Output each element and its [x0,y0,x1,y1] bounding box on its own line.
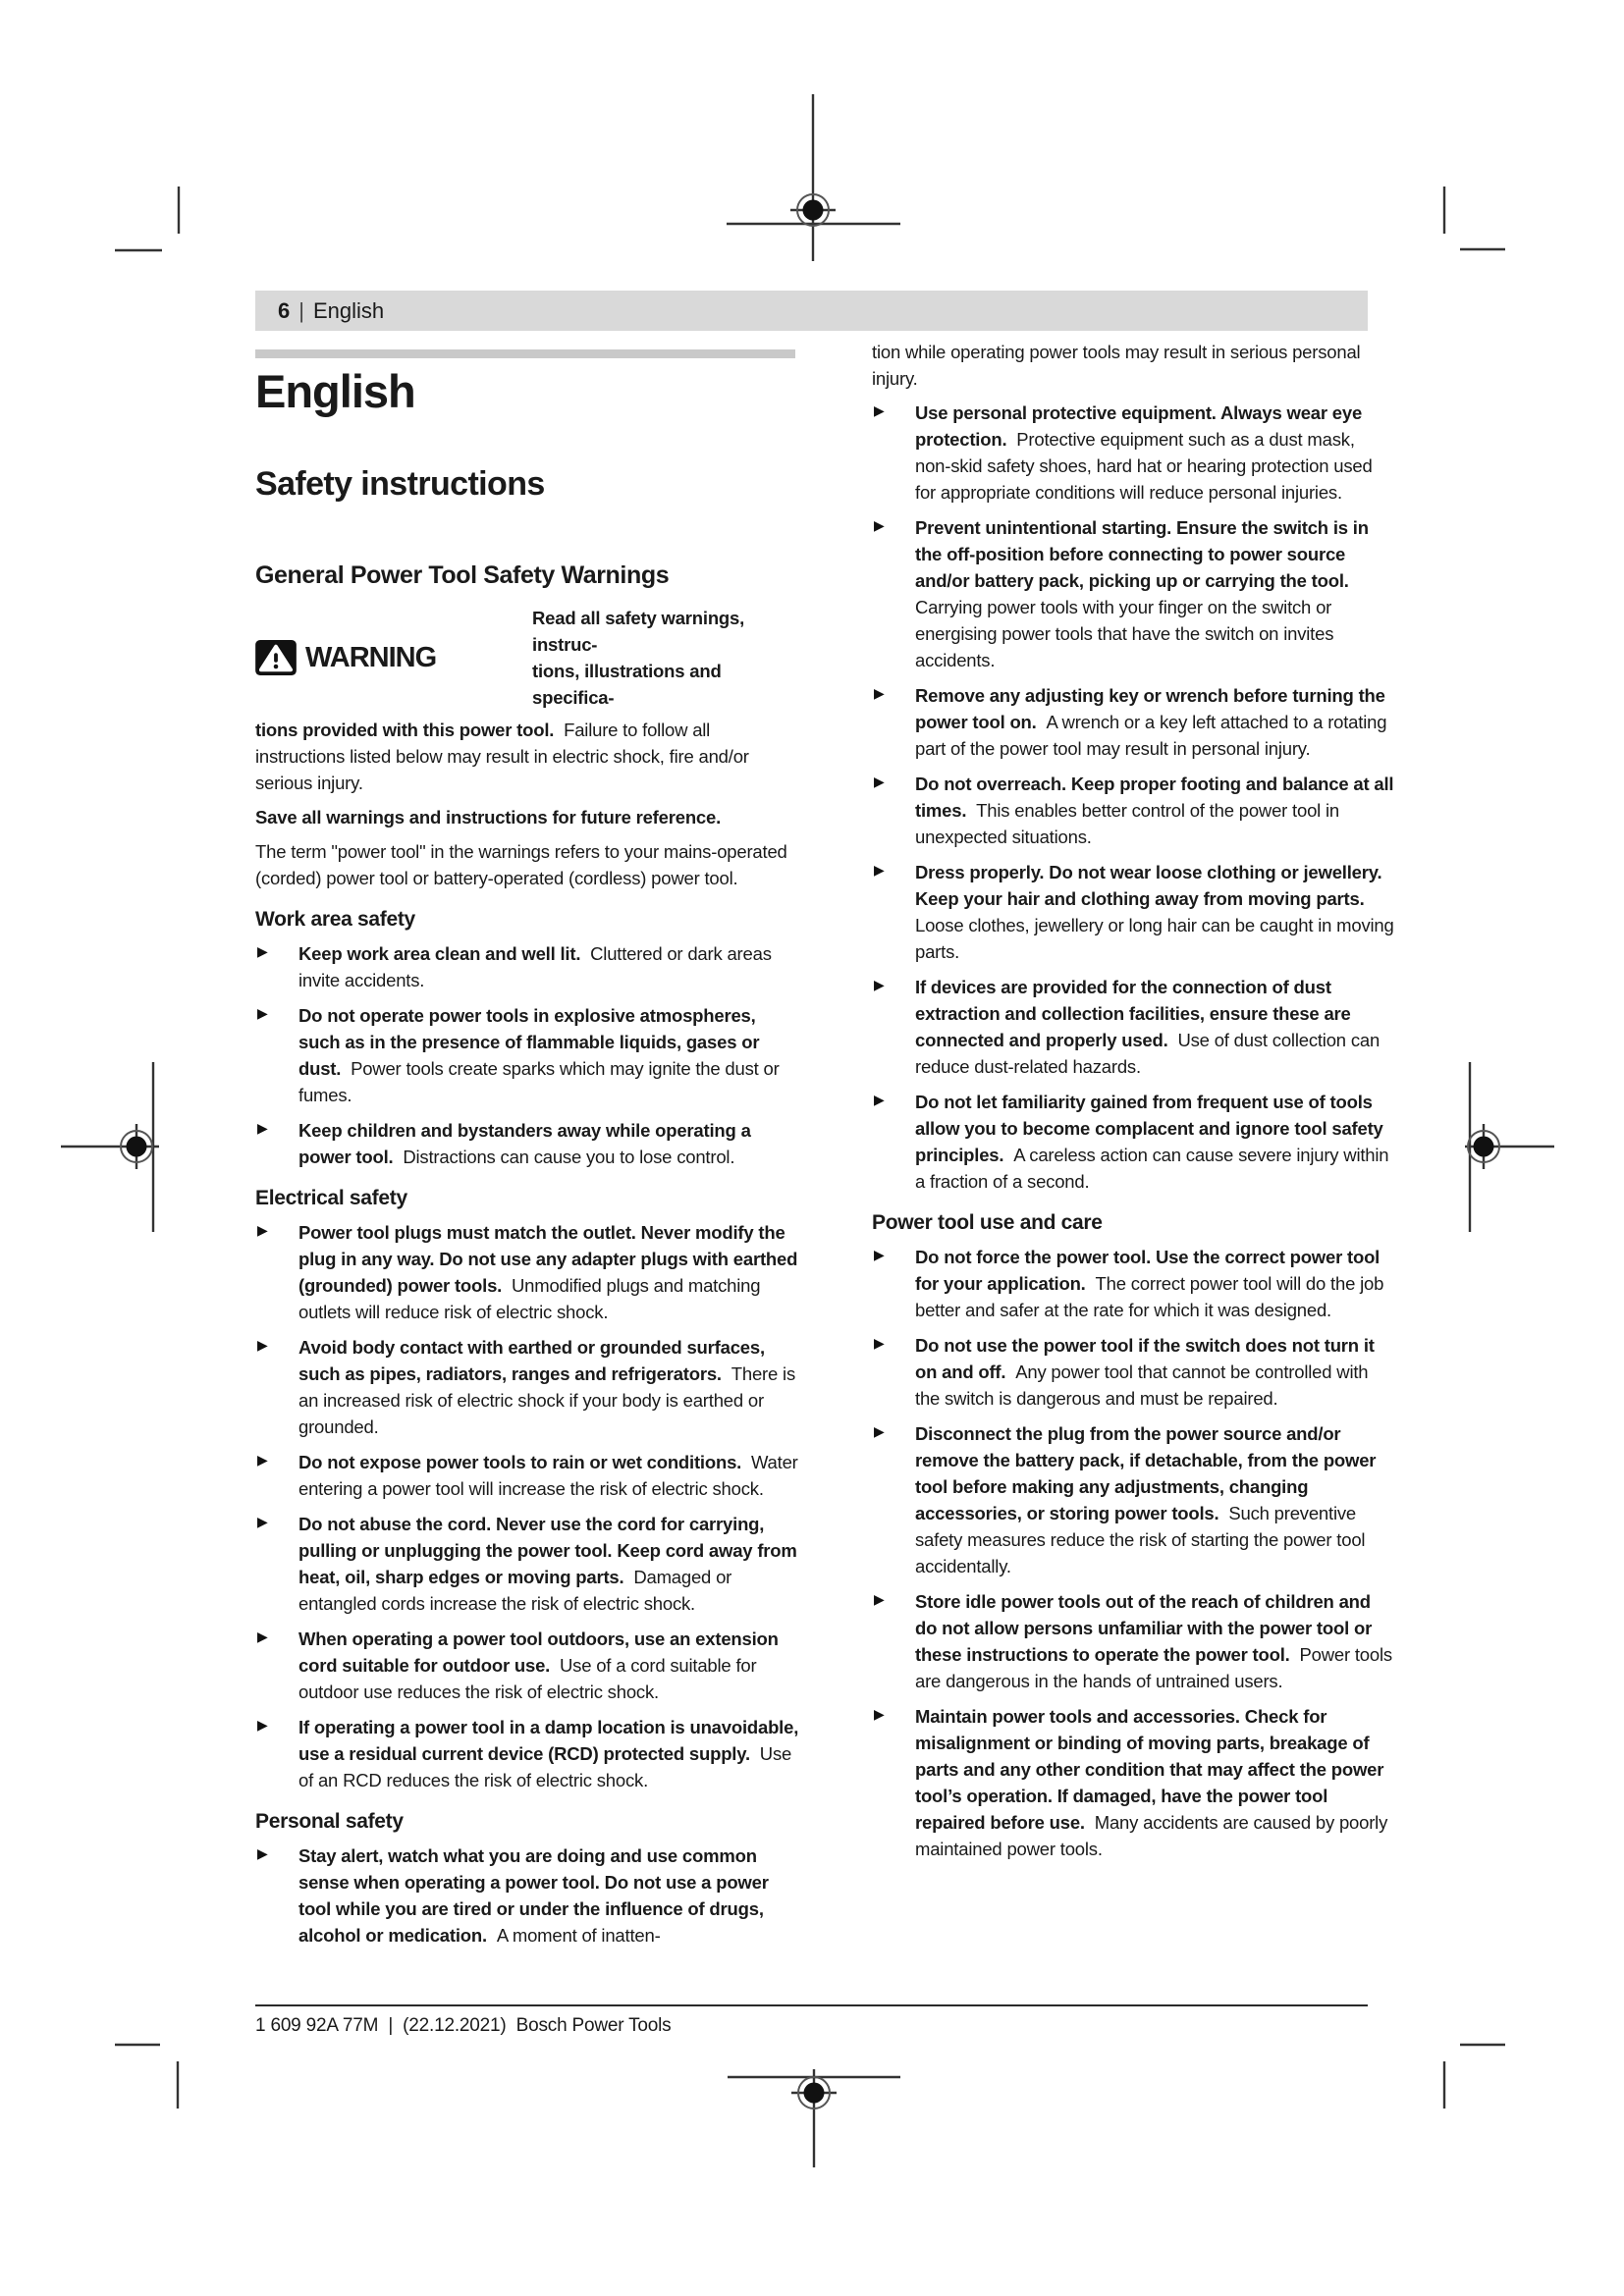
section-title: Safety instructions [255,465,545,503]
bullet-triangle-icon: ▶ [257,1514,268,1529]
safety-warning-item [872,682,1394,762]
safety-warning-item [255,1626,800,1705]
right-column [872,339,1394,1871]
footer-separator: | [388,2015,394,2036]
page-footer [255,2004,1368,2037]
safety-warning-item [872,400,1394,506]
page-number: 6 [278,297,291,323]
warning-label: WARNING [305,641,437,673]
safety-warning-item [255,1117,800,1170]
bullet-triangle-icon: ▶ [257,1337,268,1353]
bullet-triangle-icon: ▶ [257,1717,268,1733]
subsection-title: General Power Tool Safety Warnings [255,561,670,589]
safety-warning-item [872,1089,1394,1195]
bullet-text: If operating a power tool in a damp location is unavoidable, use a residual current device (RCD) protected supply. Use of an RCD reduces the risk of electric shock. [298,1717,799,1790]
safety-subheading: Electrical safety [255,1187,407,1209]
bullet-text: Do not overreach. Keep proper footing and balance at all times. This enables better control of the power tool in unexpected situations. [915,774,1394,847]
safety-warning-item [872,514,1394,673]
save-warnings-notice: Save all warnings and instructions for future reference. [255,807,722,828]
bullet-triangle-icon: ▶ [257,1005,268,1021]
safety-warning-item [255,1511,800,1617]
header-language: English [312,297,385,323]
safety-warning-item [872,974,1394,1080]
registration-target-right-middle [1465,1062,1554,1232]
bullet-text: Store idle power tools out of the reach of children and do not allow persons unfamiliar with the power tool or these instructions to operate the power tool. Power tools are dangerous in the hands of untrained users. [915,1591,1392,1691]
body-paragraph: tions provided with this power tool. Failure to follow all instructions listed below may result in electric shock, fire and/or serious injury. [255,720,749,793]
bullet-text: Do not abuse the cord. Never use the cord for carrying, pulling or unplugging the power tool. Keep cord away from heat, oil, sharp edges or moving parts. Damaged or entangled cords increase the risk of electric shock. [298,1514,797,1614]
bullet-text: Dress properly. Do not wear loose clothing or jewellery. Keep your hair and clothing away from moving parts. Loose clothes, jewellery or long hair can be caught in moving parts. [915,862,1394,962]
footer-brand: Bosch Power Tools [515,2015,672,2036]
safety-warning-item [872,1703,1394,1862]
safety-warning-item [255,1334,800,1440]
bullet-triangle-icon: ▶ [874,1092,885,1107]
page-header [255,291,1368,331]
warning-lead-text [532,605,800,711]
safety-warning-item [872,1244,1394,1323]
bullet-text: Keep children and bystanders away while operating a power tool. Distractions can cause you to lose control. [298,1120,751,1167]
chapter-title: English [255,365,415,417]
bullet-text: Do not expose power tools to rain or wet conditions. Water entering a power tool will increase the risk of electric shock. [298,1452,798,1499]
bullet-text: If devices are provided for the connection of dust extraction and collection facilities, ensure these are connected and properly used. Use of dust collection can reduce dust-related hazards. [915,977,1380,1077]
registration-target-bottom-center [728,2069,900,2167]
bullet-text: Power tool plugs must match the outlet. Never modify the plug in any way. Do not use any adapter plugs with earthed (grounded) power tools. Unmodified plugs and matching outlets will reduce risk of electric shock. [298,1222,798,1322]
bullet-triangle-icon: ▶ [257,943,268,959]
bullet-triangle-icon: ▶ [257,1452,268,1468]
safety-warning-item [255,1714,800,1793]
body-paragraph: The term "power tool" in the warnings refers to your mains-operated (corded) power tool or battery-operated (cordless) power tool. [255,841,787,888]
warning-triangle-icon [255,640,297,675]
footer-doc-number: 1 609 92A 77M [255,2015,379,2036]
bullet-text: Do not use the power tool if the switch does not turn it on and off. Any power tool that cannot be controlled with the switch is dangerous and must be repaired. [915,1335,1375,1409]
bullet-triangle-icon: ▶ [874,1247,885,1262]
bullet-triangle-icon: ▶ [874,1706,885,1722]
safety-warning-item [872,771,1394,850]
bullet-text: Maintain power tools and accessories. Check for misalignment or binding of moving parts, breakage of parts and any other condition that may affect the power tool’s operation. If damaged, have the power tool repaired before use. Many accidents are caused by poorly maintained power tools. [915,1706,1388,1859]
bullet-text: Avoid body contact with earthed or grounded surfaces, such as pipes, radiators, ranges and refrigerators. There is an increased risk of electric shock if your body is earthed or grounded. [298,1337,795,1437]
warning-banner [255,605,800,711]
safety-subheading: Work area safety [255,908,415,931]
chapter-divider-rule [255,349,795,358]
bullet-triangle-icon: ▶ [874,862,885,878]
bullet-text: Do not operate power tools in explosive atmospheres, such as in the presence of flammable liquids, gases or dust. Power tools create sparks which may ignite the dust or fumes. [298,1005,780,1105]
bullet-triangle-icon: ▶ [874,402,885,418]
registration-target-top-center [727,94,900,261]
safety-warning-item [255,1219,800,1325]
bullet-text: When operating a power tool outdoors, use an extension cord suitable for outdoor use. Use of a cord suitable for outdoor use reduces the risk of electric shock. [298,1629,779,1702]
bullet-triangle-icon: ▶ [874,685,885,701]
bullet-triangle-icon: ▶ [874,977,885,992]
bullet-triangle-icon: ▶ [874,1591,885,1607]
safety-subheading: Personal safety [255,1810,404,1833]
bullet-triangle-icon: ▶ [874,1335,885,1351]
safety-warning-item [255,940,800,993]
safety-warning-item [872,859,1394,965]
bullet-text: Stay alert, watch what you are doing and use common sense when operating a power tool. Do not use a power tool while you are tired or under the influence of drugs, alcohol or medication. A moment of inatten- [298,1845,769,1946]
bullet-triangle-icon: ▶ [257,1222,268,1238]
warning-label-group [255,605,513,711]
left-column-blocks [255,717,800,1949]
right-column-blocks [872,339,1394,1862]
bullet-triangle-icon: ▶ [874,1423,885,1439]
safety-warning-item [872,1332,1394,1412]
bullet-triangle-icon: ▶ [257,1845,268,1861]
bullet-triangle-icon: ▶ [257,1629,268,1644]
safety-subheading: Power tool use and care [872,1211,1103,1234]
header-separator: | [298,297,304,323]
warning-lead-line: tions, illustrations and specifica- [532,661,722,708]
bullet-text: Remove any adjusting key or wrench before turning the power tool on. A wrench or a key left attached to a rotating part of the power tool may result in personal injury. [915,685,1387,759]
bullet-text: Do not force the power tool. Use the correct power tool for your application. The correct power tool will do the job better and safer at the rate for which it was designed. [915,1247,1384,1320]
bullet-text: Do not let familiarity gained from frequent use of tools allow you to become complacent and ignore tool safety principles. A careless action can cause severe injury within a fraction of a second. [915,1092,1389,1192]
safety-warning-item [872,1420,1394,1579]
left-column [255,361,800,1957]
safety-warning-item [255,1842,800,1949]
bullet-text: Keep work area clean and well lit. Cluttered or dark areas invite accidents. [298,943,772,990]
body-paragraph: tion while operating power tools may result in serious personal injury. [872,342,1361,389]
warning-lead-line: Read all safety warnings, instruc- [532,608,745,655]
bullet-text: Disconnect the plug from the power source and/or remove the battery pack, if detachable, from the power tool before making any adjustments, changing accessories, or storing power tools. Such preventive safety measures reduce the risk of starting the power tool accidentally. [915,1423,1377,1576]
footer-date: (22.12.2021) [403,2015,507,2036]
bullet-triangle-icon: ▶ [257,1120,268,1136]
bullet-triangle-icon: ▶ [874,774,885,789]
bullet-text: Prevent unintentional starting. Ensure the switch is in the off-position before connecting to power source and/or battery pack, picking up or carrying the tool. Carrying power tools with your finger on the switch or energising power tools that have the switch on invites accidents. [915,517,1369,670]
registration-target-left-middle [61,1062,159,1232]
safety-warning-item [255,1002,800,1108]
safety-warning-item [872,1588,1394,1694]
bullet-triangle-icon: ▶ [874,517,885,533]
bullet-text: Use personal protective equipment. Always wear eye protection. Protective equipment such as a dust mask, non-skid safety shoes, hard hat or hearing protection used for appropriate conditions will reduce personal injuries. [915,402,1373,503]
safety-warning-item [255,1449,800,1502]
